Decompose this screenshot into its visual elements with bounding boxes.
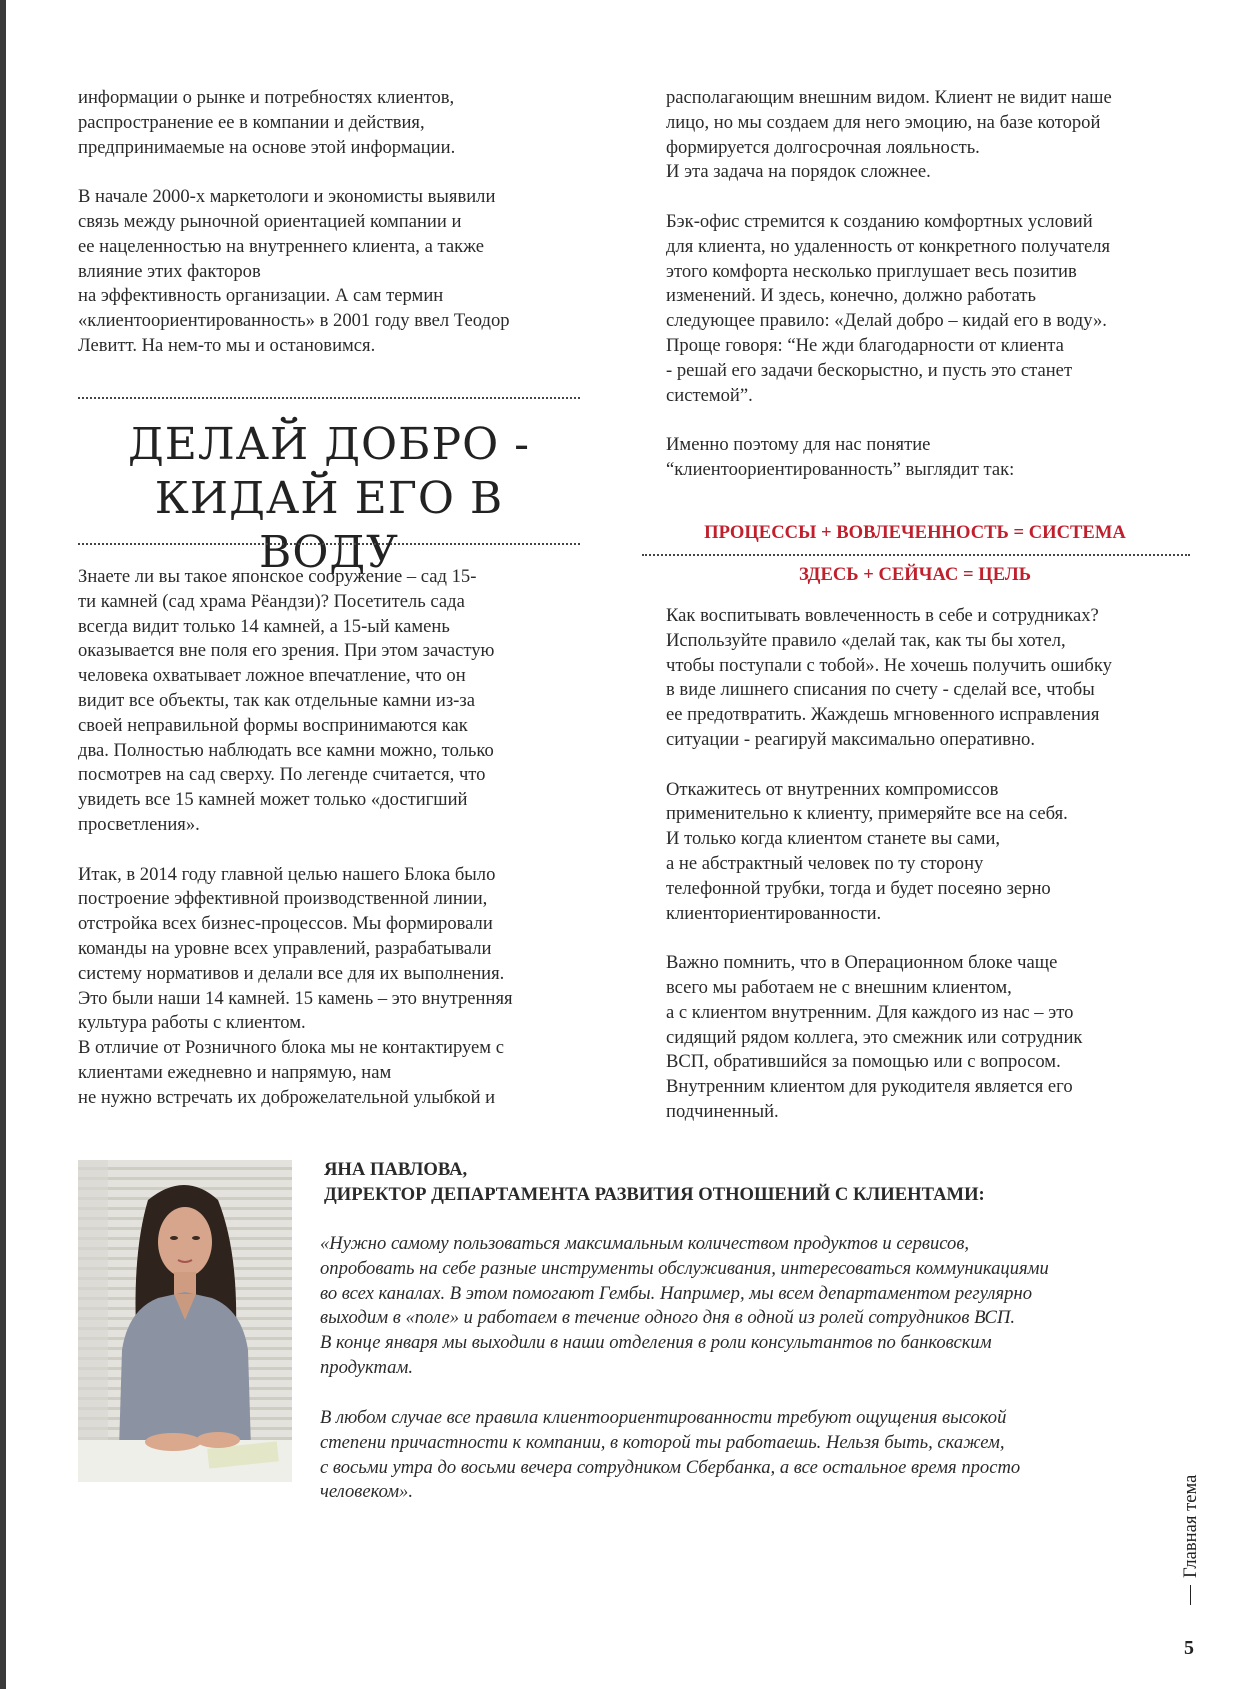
right-paragraph-1: располагающим внешним видом. Клиент не видит наше лицо, но мы создаем для него эмоцию, на базе которой формируется долгосрочная лояльность. И эта задача на порядок сложнее. <box>666 87 1112 183</box>
left-column <box>78 86 598 359</box>
quote-paragraph-1: «Нужно самому пользоваться максимальным количеством продуктов и сервисов, опробовать на себе разные инструменты обслуживания, интересоваться коммуникациями во всех каналах. В этом помогают Гембы. Например, мы всем департаментом регулярно выходим в «поле» и работаем в течение одного дня в одной из ролей сотрудников ВСП. В конце января мы выходили в наши отделения в роли консультантов по банковским продуктам. <box>320 1233 1049 1378</box>
left-paragraph-2: В начале 2000-х маркетологи и экономисты выявили связь между рыночной ориентацией компании и ее нацеленностью на внутреннего клиента, а также влияние этих факторов на эффективность организации. А сам термин «клиентоориентированность» в 2001 году ввел Теодор Левитт. На нем-то мы и остановимся. <box>78 186 510 356</box>
left-paragraph-3: Знаете ли вы такое японское сооружение – сад 15- ти камней (сад храма Рёандзи)? Посетитель сада всегда видит только 14 камней, а 15-ый камень оказывается вне поля его зрения. При этом зачастую человека охватывает ложное впечатление, что он видит все объекты, так как отдельные камни из-за своей неправильной формы воспринимаются как два. Полностью наблюдать все камни можно, только посмотрев на сад сверху. По легенде считается, что увидеть все 15 камней может только «достигший просветления». <box>78 566 495 835</box>
page-edge <box>0 0 6 1689</box>
section-tag-rule <box>1190 1585 1191 1605</box>
formula-divider <box>642 554 1190 556</box>
headline: ДЕЛАЙ ДОБРО - КИДАЙ ЕГО В ВОДУ <box>128 419 530 578</box>
left-paragraph-1: информации о рынке и потребностях клиентов, распространение ее в компании и действия, предпринимаемые на основе этой информации. <box>78 87 456 158</box>
right-paragraph-2: Бэк-офис стремится к созданию комфортных условий для клиента, но удаленность от конкретного получателя этого комфорта несколько приглушает весь позитив изменений. И здесь, конечно, должно работать следующее правило: «Делай добро – кидай его в воду». Проще говоря: “Не жди благодарности от клиента - решай его задачи бескорыстно, и пусть это станет системой”. <box>666 210 1111 406</box>
headline-divider-top <box>78 397 580 399</box>
formula-here-now: ЗДЕСЬ + СЕЙЧАС = ЦЕЛЬ <box>798 564 1031 585</box>
right-column-body <box>666 604 1196 1125</box>
left-paragraph-4: Итак, в 2014 году главной целью нашего Блока было построение эффективной производственной линии, отстройка всех бизнес-процессов. Мы формировали команды на уровне всех управлений, разрабатывали систему нормативов и делали все для их выполнения. Это были наши 14 камней. 15 камень – это внутренняя культура работы с клиентом. В отличие от Розничного блока мы не контактируем с клиентами ежедневно и напрямую, нам не нужно встречать их доброжелательной улыбкой и <box>78 863 513 1108</box>
right-paragraph-3: Именно поэтому для нас понятие “клиентоориентированность” выглядит так: <box>666 434 1015 480</box>
right-paragraph-5: Откажитесь от внутренних компромиссов применительно к клиенту, примеряйте все на себя. И только когда клиентом станете вы сами, а не абстрактный человек по ту сторону телефонной трубки, тогда и будет посеяно зерно клиенториентированности. <box>666 778 1068 924</box>
right-column <box>666 86 1196 483</box>
section-tag: Главная тема <box>1180 1474 1201 1578</box>
author-photo <box>78 1160 292 1482</box>
quote-paragraph-2: В любом случае все правила клиентоориентированности требуют ощущения высокой степени причастности к компании, в которой ты работаешь. Нельзя быть, скажем, с восьми утра до восьми вечера сотрудником Сбербанка, а все остальное время просто человеком». <box>320 1407 1021 1503</box>
left-column-body <box>78 565 598 1111</box>
headline-divider-bottom <box>78 543 580 545</box>
right-paragraph-6: Важно помнить, что в Операционном блоке чаще всего мы работаем не с внешним клиентом, а с клиентом внутренним. Для каждого из нас – это сидящий рядом коллега, это смежник или сотрудник ВСП, обратившийся за помощью или с вопросом. Внутренним клиентом для рукодителя является его подчиненный. <box>666 952 1083 1122</box>
author-name: ЯНА ПАВЛОВА, ДИРЕКТОР ДЕПАРТАМЕНТА РАЗВИТИЯ ОТНОШЕНИЙ С КЛИЕНТАМИ: <box>324 1159 985 1205</box>
right-paragraph-4: Как воспитывать вовлеченность в себе и сотрудниках? Используйте правило «делай так, как ты бы хотел, чтобы поступали с тобой». Не хочешь получить ошибку в виде лишнего списания по счету - сделай все, чтобы ее предотвратить. Жаждешь мгновенного исправления ситуации - реагируй максимально оперативно. <box>666 605 1112 750</box>
formula-processes: ПРОЦЕССЫ + ВОВЛЕЧЕННОСТЬ = СИСТЕМА <box>704 522 1126 543</box>
page-number: 5 <box>1184 1637 1194 1659</box>
